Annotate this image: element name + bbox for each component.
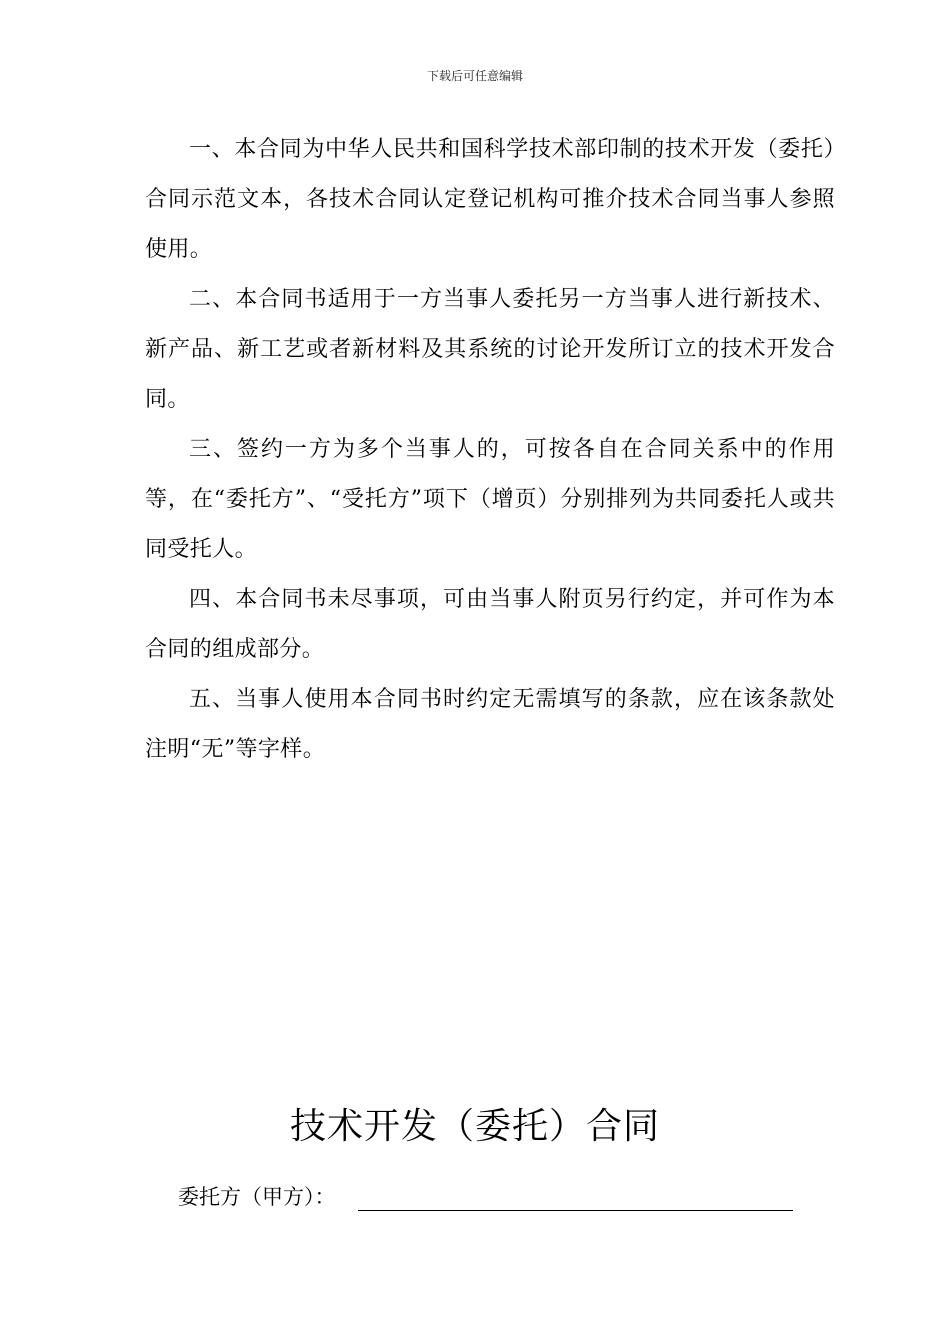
instruction-paragraph-2: 二、本合同书适用于一方当事人委托另一方当事人进行新技术、新产品、新工艺或者新材料及其系统的讨论开发所订立的技术开发合同。 <box>145 287 835 412</box>
page-header: 下载后可任意编辑 <box>426 69 523 83</box>
client-party-row <box>178 1181 793 1211</box>
instructions-section <box>145 125 835 775</box>
instruction-paragraph-5: 五、当事人使用本合同书时约定无需填写的条款，应在该条款处注明“无”等字样。 <box>145 687 835 762</box>
instruction-paragraph-4: 四、本合同书未尽事项，可由当事人附页另行约定，并可作为本合同的组成部分。 <box>145 587 835 662</box>
contract-title: 技术开发（委托）合同 <box>289 1106 660 1147</box>
instruction-paragraph-1: 一、本合同为中华人民共和国科学技术部印制的技术开发（委托）合同示范文本，各技术合同认定登记机构可推介技术合同当事人参照使用。 <box>145 137 835 262</box>
client-party-fill-line[interactable] <box>358 1186 793 1211</box>
client-party-label: 委托方（甲方）： <box>178 1185 336 1209</box>
instruction-paragraph-3: 三、签约一方为多个当事人的，可按各自在合同关系中的作用等，在“委托方”、“受托方”项下（增页）分别排列为共同委托人或共同受托人。 <box>145 437 835 562</box>
